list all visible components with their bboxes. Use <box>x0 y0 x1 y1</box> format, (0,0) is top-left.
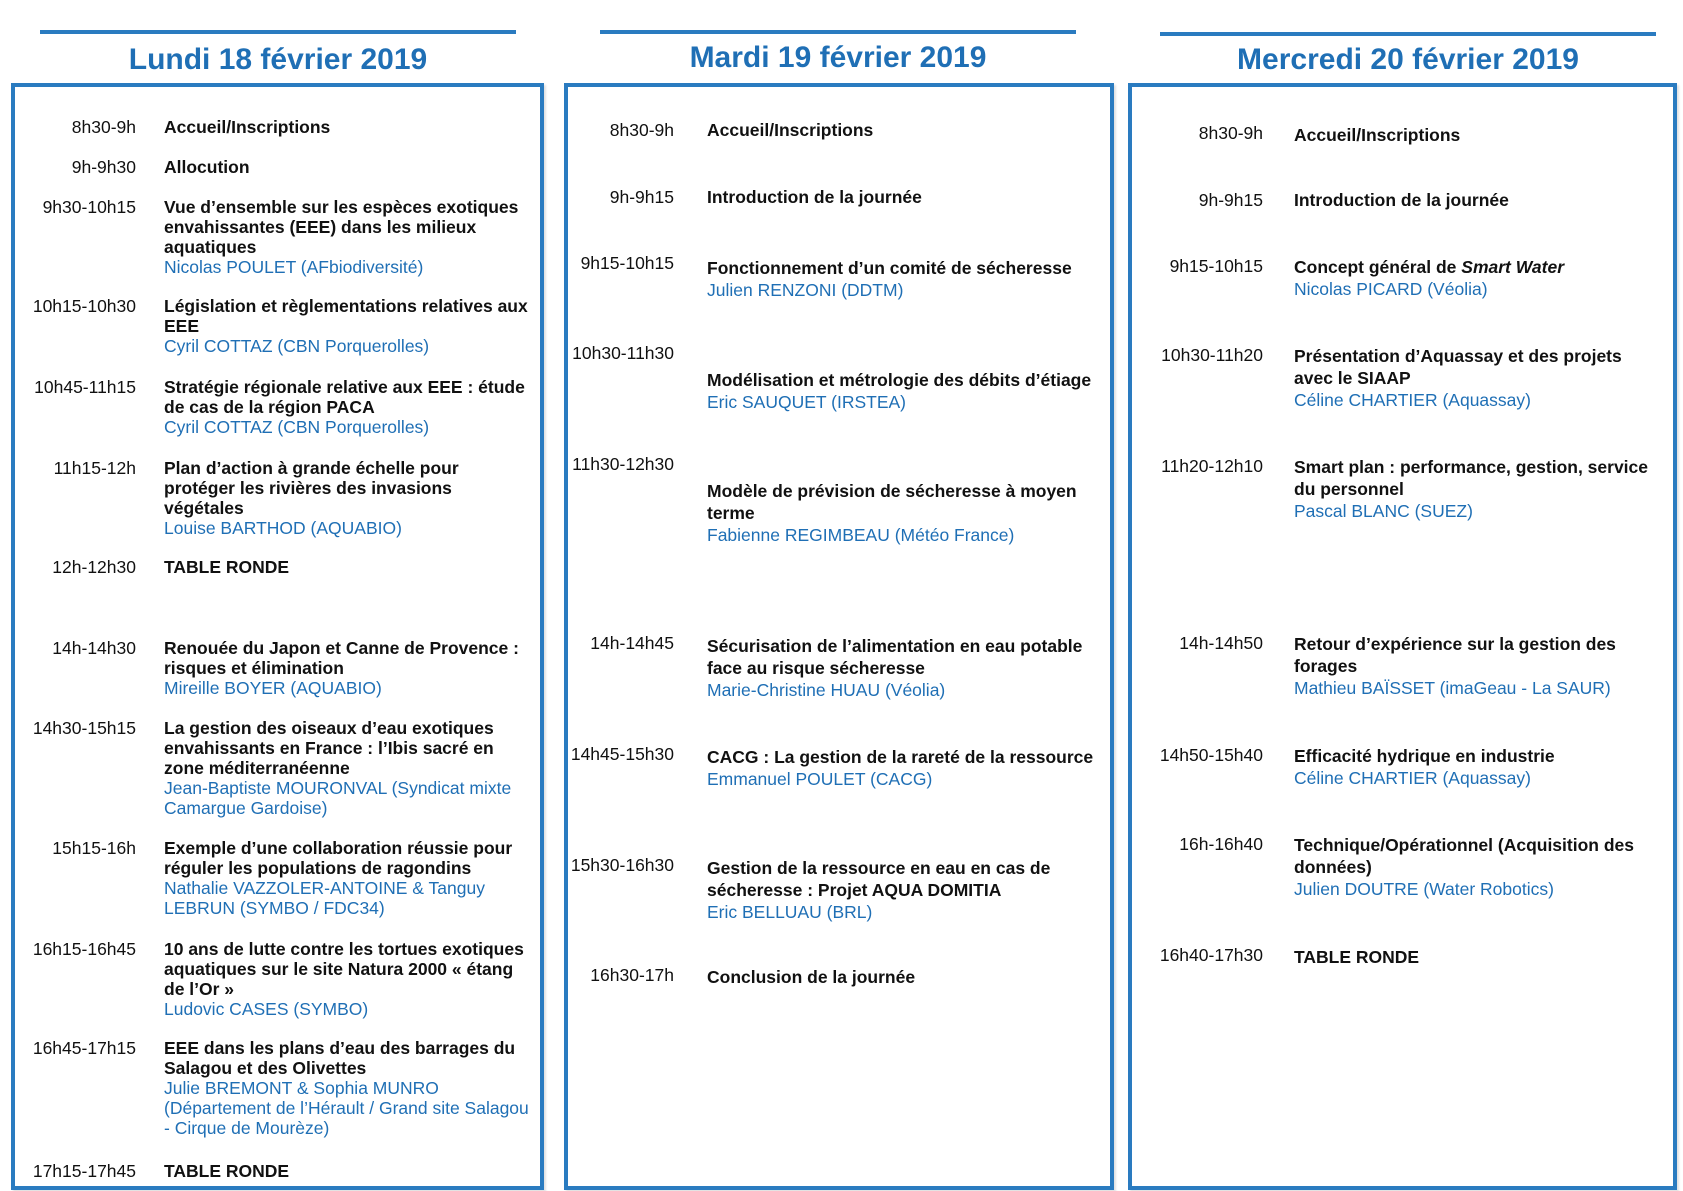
day-title-3: Mercredi 20 février 2019 <box>1237 43 1579 76</box>
day-panel-1 <box>11 83 544 1190</box>
session-time: 9h-9h15 <box>609 187 674 207</box>
session-title: La gestion des oiseaux d’eau exotiques envahissants en France : l’Ibis sacré en zone méditerranéenne <box>164 718 494 778</box>
session-title: Exemple d’une collaboration réussie pour réguler les populations de ragondins <box>164 838 513 878</box>
session-time: 9h-9h30 <box>71 157 136 177</box>
session-speaker: Mireille BOYER (AQUABIO) <box>164 678 382 698</box>
session-speaker: Julien RENZONI (DDTM) <box>707 280 904 300</box>
session-title: Introduction de la journée <box>1294 190 1509 210</box>
session-time: 16h30-17h <box>590 965 674 985</box>
session-time: 8h30-9h <box>71 117 136 137</box>
session-time: 11h15-12h <box>53 458 136 478</box>
session-speaker: Louise BARTHOD (AQUABIO) <box>164 518 402 538</box>
session-title: TABLE RONDE <box>164 557 290 577</box>
session-speaker: Pascal BLANC (SUEZ) <box>1294 501 1473 521</box>
session-title: Gestion de la ressource en eau en cas de sécheresse : Projet AQUA DOMITIA <box>707 858 1051 900</box>
session-time: 14h-14h50 <box>1179 633 1263 653</box>
session-title: EEE dans les plans d’eau des barrages du Salagou et des Olivettes <box>164 1038 516 1078</box>
session-speaker: Mathieu BAÏSSET (imaGeau - La SAUR) <box>1294 678 1611 698</box>
session-title: Sécurisation de l’alimentation en eau potable face au risque sécheresse <box>707 636 1083 678</box>
session-speaker: Jean-Baptiste MOURONVAL (Syndicat mixte Camargue Gardoise) <box>164 778 512 818</box>
session-time: 14h-14h45 <box>590 633 674 653</box>
session-speaker: Cyril COTTAZ (CBN Porquerolles) <box>164 336 430 356</box>
session-title: Introduction de la journée <box>707 187 922 207</box>
session-title: Présentation d’Aquassay et des projets avec le SIAAP <box>1294 346 1622 388</box>
session-time: 15h15-16h <box>52 838 136 858</box>
session-title-emphasis: Smart Water <box>1461 257 1565 277</box>
session-time: 16h45-17h15 <box>32 1038 136 1058</box>
session-speaker: Julie BREMONT & Sophia MUNRO (Département de l’Hérault / Grand site Salagou - Cirque de Mourèze) <box>164 1078 529 1138</box>
session-time: 8h30-9h <box>1198 123 1263 143</box>
session-speaker: Nicolas PICARD (Véolia) <box>1294 279 1488 299</box>
session-time: 9h15-10h15 <box>1169 256 1263 276</box>
session-title: Vue d’ensemble sur les espèces exotiques envahissantes (EEE) dans les milieux aquatiques <box>164 197 519 257</box>
session-title: Smart plan : performance, gestion, service du personnel <box>1294 457 1649 499</box>
session-title: TABLE RONDE <box>164 1161 290 1181</box>
session-title: Stratégie régionale relative aux EEE : étude de cas de la région PACA <box>164 377 525 417</box>
session-speaker: Cyril COTTAZ (CBN Porquerolles) <box>164 417 430 437</box>
session-time: 10h30-11h30 <box>572 343 674 363</box>
session-title: Allocution <box>164 157 250 177</box>
session-time: 17h15-17h45 <box>32 1161 136 1181</box>
session-time: 16h40-17h30 <box>1159 945 1263 965</box>
session-speaker: Julien DOUTRE (Water Robotics) <box>1294 879 1554 899</box>
day-title-1: Lundi 18 février 2019 <box>128 43 428 76</box>
session-time: 10h15-10h30 <box>32 296 136 316</box>
session-time: 9h-9h15 <box>1198 190 1263 210</box>
session-time: 14h-14h30 <box>52 638 136 658</box>
session-title: Renouée du Japon et Canne de Provence : risques et élimination <box>164 638 519 678</box>
session-title: Efficacité hydrique en industrie <box>1294 746 1555 766</box>
day-title-2: Mardi 19 février 2019 <box>689 41 987 74</box>
session-time: 12h-12h30 <box>52 557 136 577</box>
session-speaker: Eric SAUQUET (IRSTEA) <box>707 392 907 412</box>
session-title: Modèle de prévision de sécheresse à moyen terme <box>707 481 1077 523</box>
session-title: Modélisation et métrologie des débits d’étiage <box>707 370 1092 390</box>
session-time: 16h15-16h45 <box>32 939 136 959</box>
session-title: Plan d’action à grande échelle pour protéger les rivières des invasions végétales <box>164 458 459 518</box>
day-panel-2 <box>564 83 1114 1190</box>
session-time: 15h30-16h30 <box>570 855 674 875</box>
day-panel-3 <box>1128 83 1677 1190</box>
header-line-day-1 <box>40 30 516 34</box>
session-title: Conclusion de la journée <box>707 967 916 987</box>
session-title: Accueil/Inscriptions <box>164 117 331 137</box>
session-title: Fonctionnement d’un comité de sécheresse <box>707 258 1072 278</box>
session-time: 14h30-15h15 <box>32 718 136 738</box>
session-time: 9h30-10h15 <box>42 197 136 217</box>
session-speaker: Marie-Christine HUAU (Véolia) <box>707 680 946 700</box>
session-title: Technique/Opérationnel (Acquisition des données) <box>1294 835 1634 877</box>
session-speaker: Fabienne REGIMBEAU (Météo France) <box>707 525 1015 545</box>
session-title: TABLE RONDE <box>1294 947 1420 967</box>
session-title: Accueil/Inscriptions <box>1294 125 1461 145</box>
session-time: 14h50-15h40 <box>1159 745 1263 765</box>
session-time: 11h20-12h10 <box>1161 456 1263 476</box>
session-time: 8h30-9h <box>609 120 674 140</box>
session-time: 10h45-11h15 <box>34 377 136 397</box>
header-line-day-3 <box>1160 32 1656 36</box>
session-title: CACG : La gestion de la rareté de la ressource <box>707 747 1094 767</box>
session-speaker: Eric BELLUAU (BRL) <box>707 902 873 922</box>
session-speaker: Nicolas POULET (AFbiodiversité) <box>164 257 424 277</box>
session-speaker: Ludovic CASES (SYMBO) <box>164 999 369 1019</box>
session-time: 9h15-10h15 <box>580 253 674 273</box>
session-time: 14h45-15h30 <box>570 744 674 764</box>
session-speaker: Nathalie VAZZOLER-ANTOINE & Tanguy LEBRUN (SYMBO / FDC34) <box>164 878 485 918</box>
session-time: 11h30-12h30 <box>572 454 674 474</box>
session-time: 16h-16h40 <box>1179 834 1263 854</box>
session-title-text: Concept général de <box>1294 257 1462 277</box>
session-title: 10 ans de lutte contre les tortues exotiques aquatiques sur le site Natura 2000 « étang de l’Or » <box>164 939 524 999</box>
session-speaker: Emmanuel POULET (CACG) <box>707 769 933 789</box>
session-speaker: Céline CHARTIER (Aquassay) <box>1294 768 1531 788</box>
session-title: Législation et règlementations relatives aux EEE <box>164 296 528 336</box>
session-time: 10h30-11h20 <box>1161 345 1263 365</box>
session-title: Retour d’expérience sur la gestion des forages <box>1294 634 1616 676</box>
session-speaker: Céline CHARTIER (Aquassay) <box>1294 390 1531 410</box>
session-title: Accueil/Inscriptions <box>707 120 874 140</box>
header-line-day-2 <box>600 30 1076 34</box>
session-title <box>1294 256 1665 278</box>
